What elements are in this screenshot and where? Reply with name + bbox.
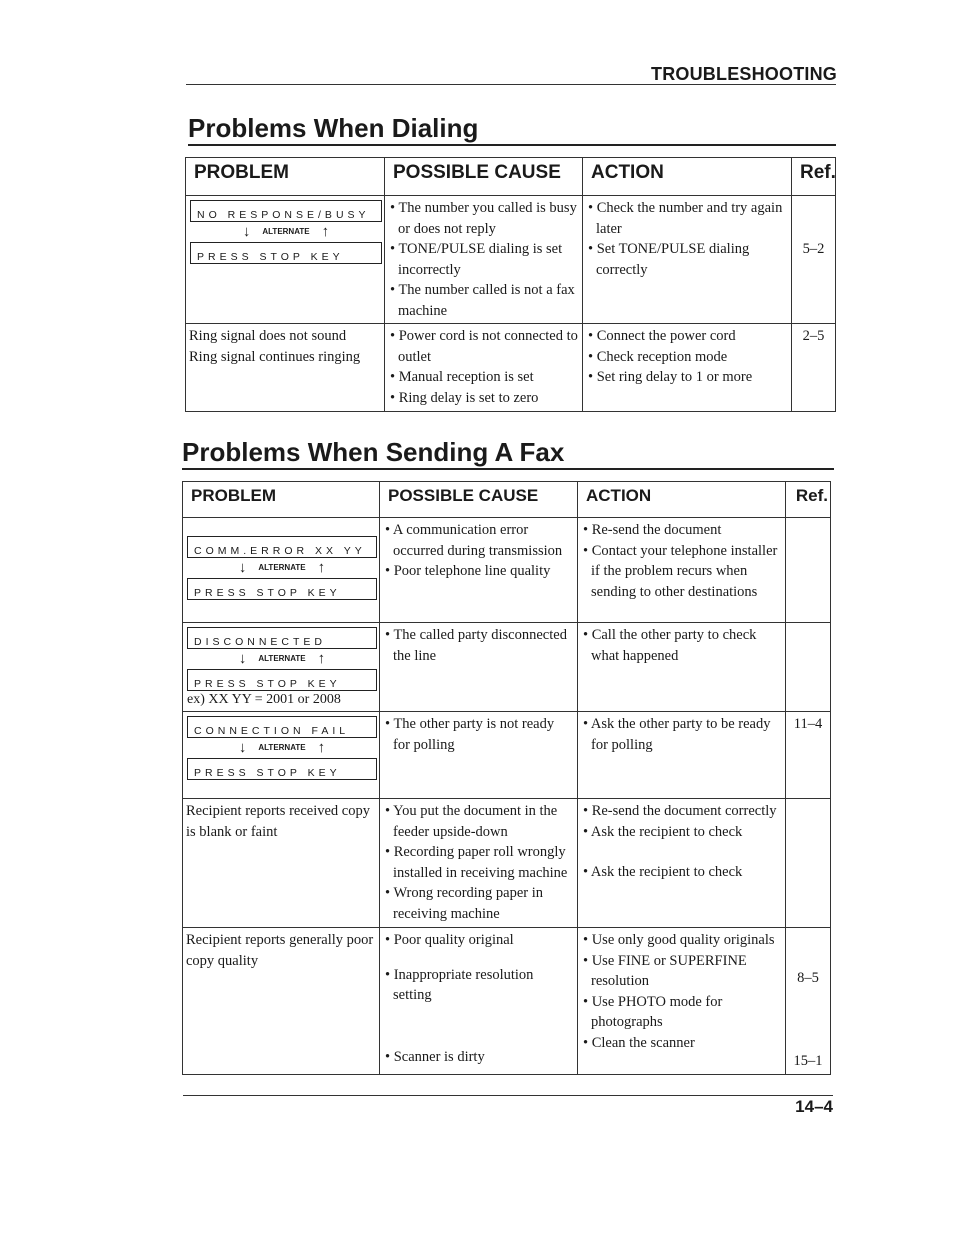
table-row <box>183 712 831 799</box>
ref-cell <box>792 196 836 324</box>
ref-page: 15–1 <box>793 1052 823 1069</box>
cause-item: • TONE/PULSE dialing is set incorrectly <box>390 241 563 278</box>
cause-item: • The number called is not a fax machine <box>390 282 575 319</box>
alternate-indicator: ↓ ALTERNATE ↑ <box>238 739 326 756</box>
lcd-message-comm-error: COMM.ERROR XX YY <box>187 536 377 558</box>
action-item: • Ask the recipient to check <box>583 864 743 880</box>
alternate-indicator: ↓ ALTERNATE ↑ <box>238 650 326 667</box>
page-number: 14–4 <box>795 1097 833 1116</box>
action-cell <box>578 799 786 928</box>
arrow-down-icon: ↓ <box>238 650 247 667</box>
arrow-up-icon: ↑ <box>317 650 326 667</box>
error-code-note: ex) XX YY = 2001 or 2008 <box>187 692 341 707</box>
cause-item: • Manual reception is set <box>390 369 534 385</box>
problem-cell <box>183 712 380 799</box>
problem-text: Recipient reports received copy is blank or faint <box>186 803 370 840</box>
cause-cell <box>385 196 583 324</box>
action-item: • Connect the power cord <box>588 328 736 344</box>
table-row <box>186 196 836 324</box>
problem-cell <box>183 928 380 1075</box>
cause-cell <box>385 324 583 412</box>
arrow-down-icon: ↓ <box>238 559 247 576</box>
lcd-message-connection-fail: CONNECTION FAIL <box>187 716 377 738</box>
problem-text: Recipient reports generally poor copy quality <box>186 932 374 969</box>
action-cell <box>583 324 792 412</box>
action-cell <box>583 196 792 324</box>
cause-item: • Ring delay is set to zero <box>390 389 539 406</box>
lcd-message-press-stop: PRESS STOP KEY <box>187 578 377 600</box>
action-item: • Use FINE or SUPERFINE resolution <box>583 952 747 989</box>
action-item: • Clean the scanner <box>583 1034 695 1051</box>
ref-cell <box>786 799 831 928</box>
cause-item: • Wrong recording paper in receiving machine <box>385 885 544 922</box>
action-cell <box>578 623 786 712</box>
ref-cell <box>786 623 831 712</box>
column-header-cause: POSSIBLE CAUSE <box>380 482 578 518</box>
cause-item: • The number you called is busy or does not reply <box>390 200 577 237</box>
action-item: • Call the other party to check what happened <box>583 627 757 664</box>
table-header-row <box>183 482 831 518</box>
cause-item: • Recording paper roll wrongly installed in receiving machine <box>385 844 568 881</box>
problem-text: Ring signal continues ringing <box>189 348 361 365</box>
problem-cell <box>183 799 380 928</box>
lcd-message-press-stop: PRESS STOP KEY <box>187 669 377 691</box>
ref-page: 8–5 <box>797 970 819 986</box>
alternate-indicator: ↓ ALTERNATE ↑ <box>242 223 330 240</box>
arrow-up-icon: ↑ <box>317 739 326 756</box>
cause-item: • Scanner is dirty <box>385 1048 485 1065</box>
lcd-message-no-response: NO RESPONSE/BUSY <box>190 200 382 222</box>
cause-item: • Poor telephone line quality <box>385 563 551 579</box>
lcd-message-press-stop: PRESS STOP KEY <box>187 758 377 780</box>
cause-cell <box>380 623 578 712</box>
column-header-action: ACTION <box>578 482 786 518</box>
problem-cell <box>186 196 385 324</box>
sending-problems-table <box>182 481 831 1075</box>
cause-item: • A communication error occurred during transmission <box>385 522 563 559</box>
cause-cell <box>380 518 578 623</box>
action-item: • Check reception mode <box>588 348 728 365</box>
action-item: • Use PHOTO mode for photographs <box>583 993 723 1030</box>
table-row <box>186 324 836 412</box>
problem-cell <box>183 518 380 623</box>
problem-text: Ring signal does not sound <box>189 328 347 344</box>
lcd-message-press-stop: PRESS STOP KEY <box>190 242 382 264</box>
action-cell <box>578 928 786 1075</box>
table-row <box>183 799 831 928</box>
ref-cell <box>786 928 831 1075</box>
action-item: • Check the number and try again later <box>588 200 783 237</box>
action-item: • Set TONE/PULSE dialing correctly <box>588 241 750 278</box>
action-item: • Ask the recipient to check <box>583 823 743 840</box>
action-cell <box>578 518 786 623</box>
alternate-indicator: ↓ ALTERNATE ↑ <box>238 559 326 576</box>
ref-page: 11–4 <box>793 716 823 732</box>
cause-cell <box>380 712 578 799</box>
action-item: • Re-send the document <box>583 522 722 538</box>
action-item: • Set ring delay to 1 or more <box>588 369 753 385</box>
arrow-down-icon: ↓ <box>242 223 251 240</box>
cause-item: • Poor quality original <box>385 932 514 948</box>
action-cell <box>578 712 786 799</box>
arrow-down-icon: ↓ <box>238 739 247 756</box>
action-item: • Re-send the document correctly <box>583 803 777 819</box>
ref-cell <box>792 324 836 412</box>
problem-cell <box>186 324 385 412</box>
cause-cell <box>380 928 578 1075</box>
dialing-problems-table <box>185 157 836 412</box>
dialing-section-title: Problems When Dialing <box>188 112 836 146</box>
section-header: TROUBLESHOOTING <box>651 64 837 84</box>
lcd-message-disconnected: DISCONNECTED <box>187 627 377 649</box>
column-header-ref: Ref. <box>792 158 836 196</box>
cause-item: • The other party is not ready for polling <box>385 716 555 753</box>
arrow-up-icon: ↑ <box>317 559 326 576</box>
sending-section-title: Problems When Sending A Fax <box>182 436 834 470</box>
action-item: • Use only good quality originals <box>583 932 775 948</box>
table-row <box>183 518 831 623</box>
cause-cell <box>380 799 578 928</box>
column-header-action: ACTION <box>583 158 792 196</box>
table-row <box>183 623 831 712</box>
column-header-ref: Ref. <box>786 482 831 518</box>
column-header-cause: POSSIBLE CAUSE <box>385 158 583 196</box>
ref-page: 2–5 <box>802 328 825 344</box>
column-header-problem: PROBLEM <box>186 158 385 196</box>
arrow-up-icon: ↑ <box>321 223 330 240</box>
ref-page: 5–2 <box>802 241 825 257</box>
action-item: • Contact your telephone installer if the problem recurs when sending to other destinations <box>583 542 778 600</box>
action-item: • Ask the other party to be ready for polling <box>583 716 771 753</box>
ref-cell <box>786 518 831 623</box>
footer-rule <box>183 1095 833 1096</box>
cause-item: • Inappropriate resolution setting <box>385 966 534 1003</box>
cause-item: • You put the document in the feeder upside-down <box>385 803 558 840</box>
ref-cell <box>786 712 831 799</box>
column-header-problem: PROBLEM <box>183 482 380 518</box>
table-header-row <box>186 158 836 196</box>
problem-cell <box>183 623 380 712</box>
cause-item: • The called party disconnected the line <box>385 627 567 664</box>
cause-item: • Power cord is not connected to outlet <box>390 328 578 365</box>
table-row <box>183 928 831 1075</box>
